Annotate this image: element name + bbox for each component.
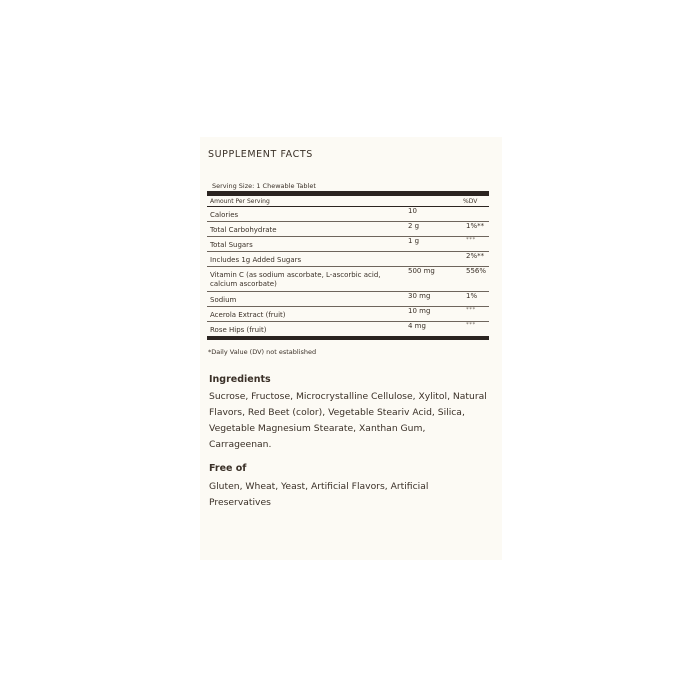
ingredients-heading: Ingredients bbox=[209, 374, 271, 385]
table-row-calories bbox=[207, 207, 489, 222]
table-row-vitamin-c bbox=[207, 267, 489, 292]
table-row-acerola-extract bbox=[207, 307, 489, 322]
panel-title: SUPPLEMENT FACTS bbox=[208, 149, 313, 160]
row-amount: 1 g bbox=[408, 237, 420, 245]
row-dv: 556% bbox=[466, 267, 487, 275]
table-row-total-sugars bbox=[207, 237, 489, 252]
free-of-heading: Free of bbox=[209, 463, 247, 474]
header-dv: %DV bbox=[463, 198, 478, 205]
serving-size: Serving Size: 1 Chewable Tablet bbox=[212, 182, 316, 190]
row-name: Rose Hips (fruit) bbox=[210, 326, 267, 334]
row-name: Acerola Extract (fruit) bbox=[210, 311, 286, 319]
row-name: Total Carbohydrate bbox=[210, 226, 277, 234]
ingredients-text: Sucrose, Fructose, Microcrystalline Cellulose, Xylitol, Natural Flavors, Red Beet (color), Vegetable Steariv Acid, Silica, Vegetable Magnesium Stearate, Xanthan Gum, Carrageenan. bbox=[209, 391, 487, 450]
row-dv: *** bbox=[466, 322, 476, 328]
row-name: Sodium bbox=[210, 296, 237, 304]
header-amount: Amount Per Serving bbox=[210, 198, 270, 205]
row-amount: 2 g bbox=[408, 222, 420, 230]
facts-table bbox=[207, 191, 489, 340]
bottom-rule bbox=[207, 336, 489, 340]
daily-value-footnote: *Daily Value (DV) not established bbox=[208, 348, 317, 356]
row-amount: 10 mg bbox=[408, 307, 431, 315]
row-dv: *** bbox=[466, 307, 476, 313]
supplement-facts-panel bbox=[200, 137, 502, 560]
row-amount: 4 mg bbox=[408, 322, 426, 330]
row-name: Calories bbox=[210, 211, 239, 219]
table-row-rose-hips bbox=[207, 322, 489, 336]
row-name: Vitamin C (as sodium ascorbate, L-ascorbic acid, calcium ascorbate) bbox=[210, 271, 381, 288]
row-amount: 30 mg bbox=[408, 292, 431, 300]
table-row-total-carbohydrate bbox=[207, 222, 489, 237]
row-name: Includes 1g Added Sugars bbox=[210, 256, 302, 264]
table-header bbox=[207, 196, 489, 207]
row-amount: 10 bbox=[408, 207, 417, 215]
table-row-added-sugars bbox=[207, 252, 489, 267]
row-dv: 1%** bbox=[466, 222, 485, 230]
row-dv: *** bbox=[466, 237, 476, 243]
free-of-text: Gluten, Wheat, Yeast, Artificial Flavors, Artificial Preservatives bbox=[209, 481, 429, 508]
row-amount: 500 mg bbox=[408, 267, 435, 275]
row-dv: 2%** bbox=[466, 252, 485, 260]
row-dv: 1% bbox=[466, 292, 478, 300]
row-name: Total Sugars bbox=[210, 241, 253, 249]
table-row-sodium bbox=[207, 292, 489, 307]
